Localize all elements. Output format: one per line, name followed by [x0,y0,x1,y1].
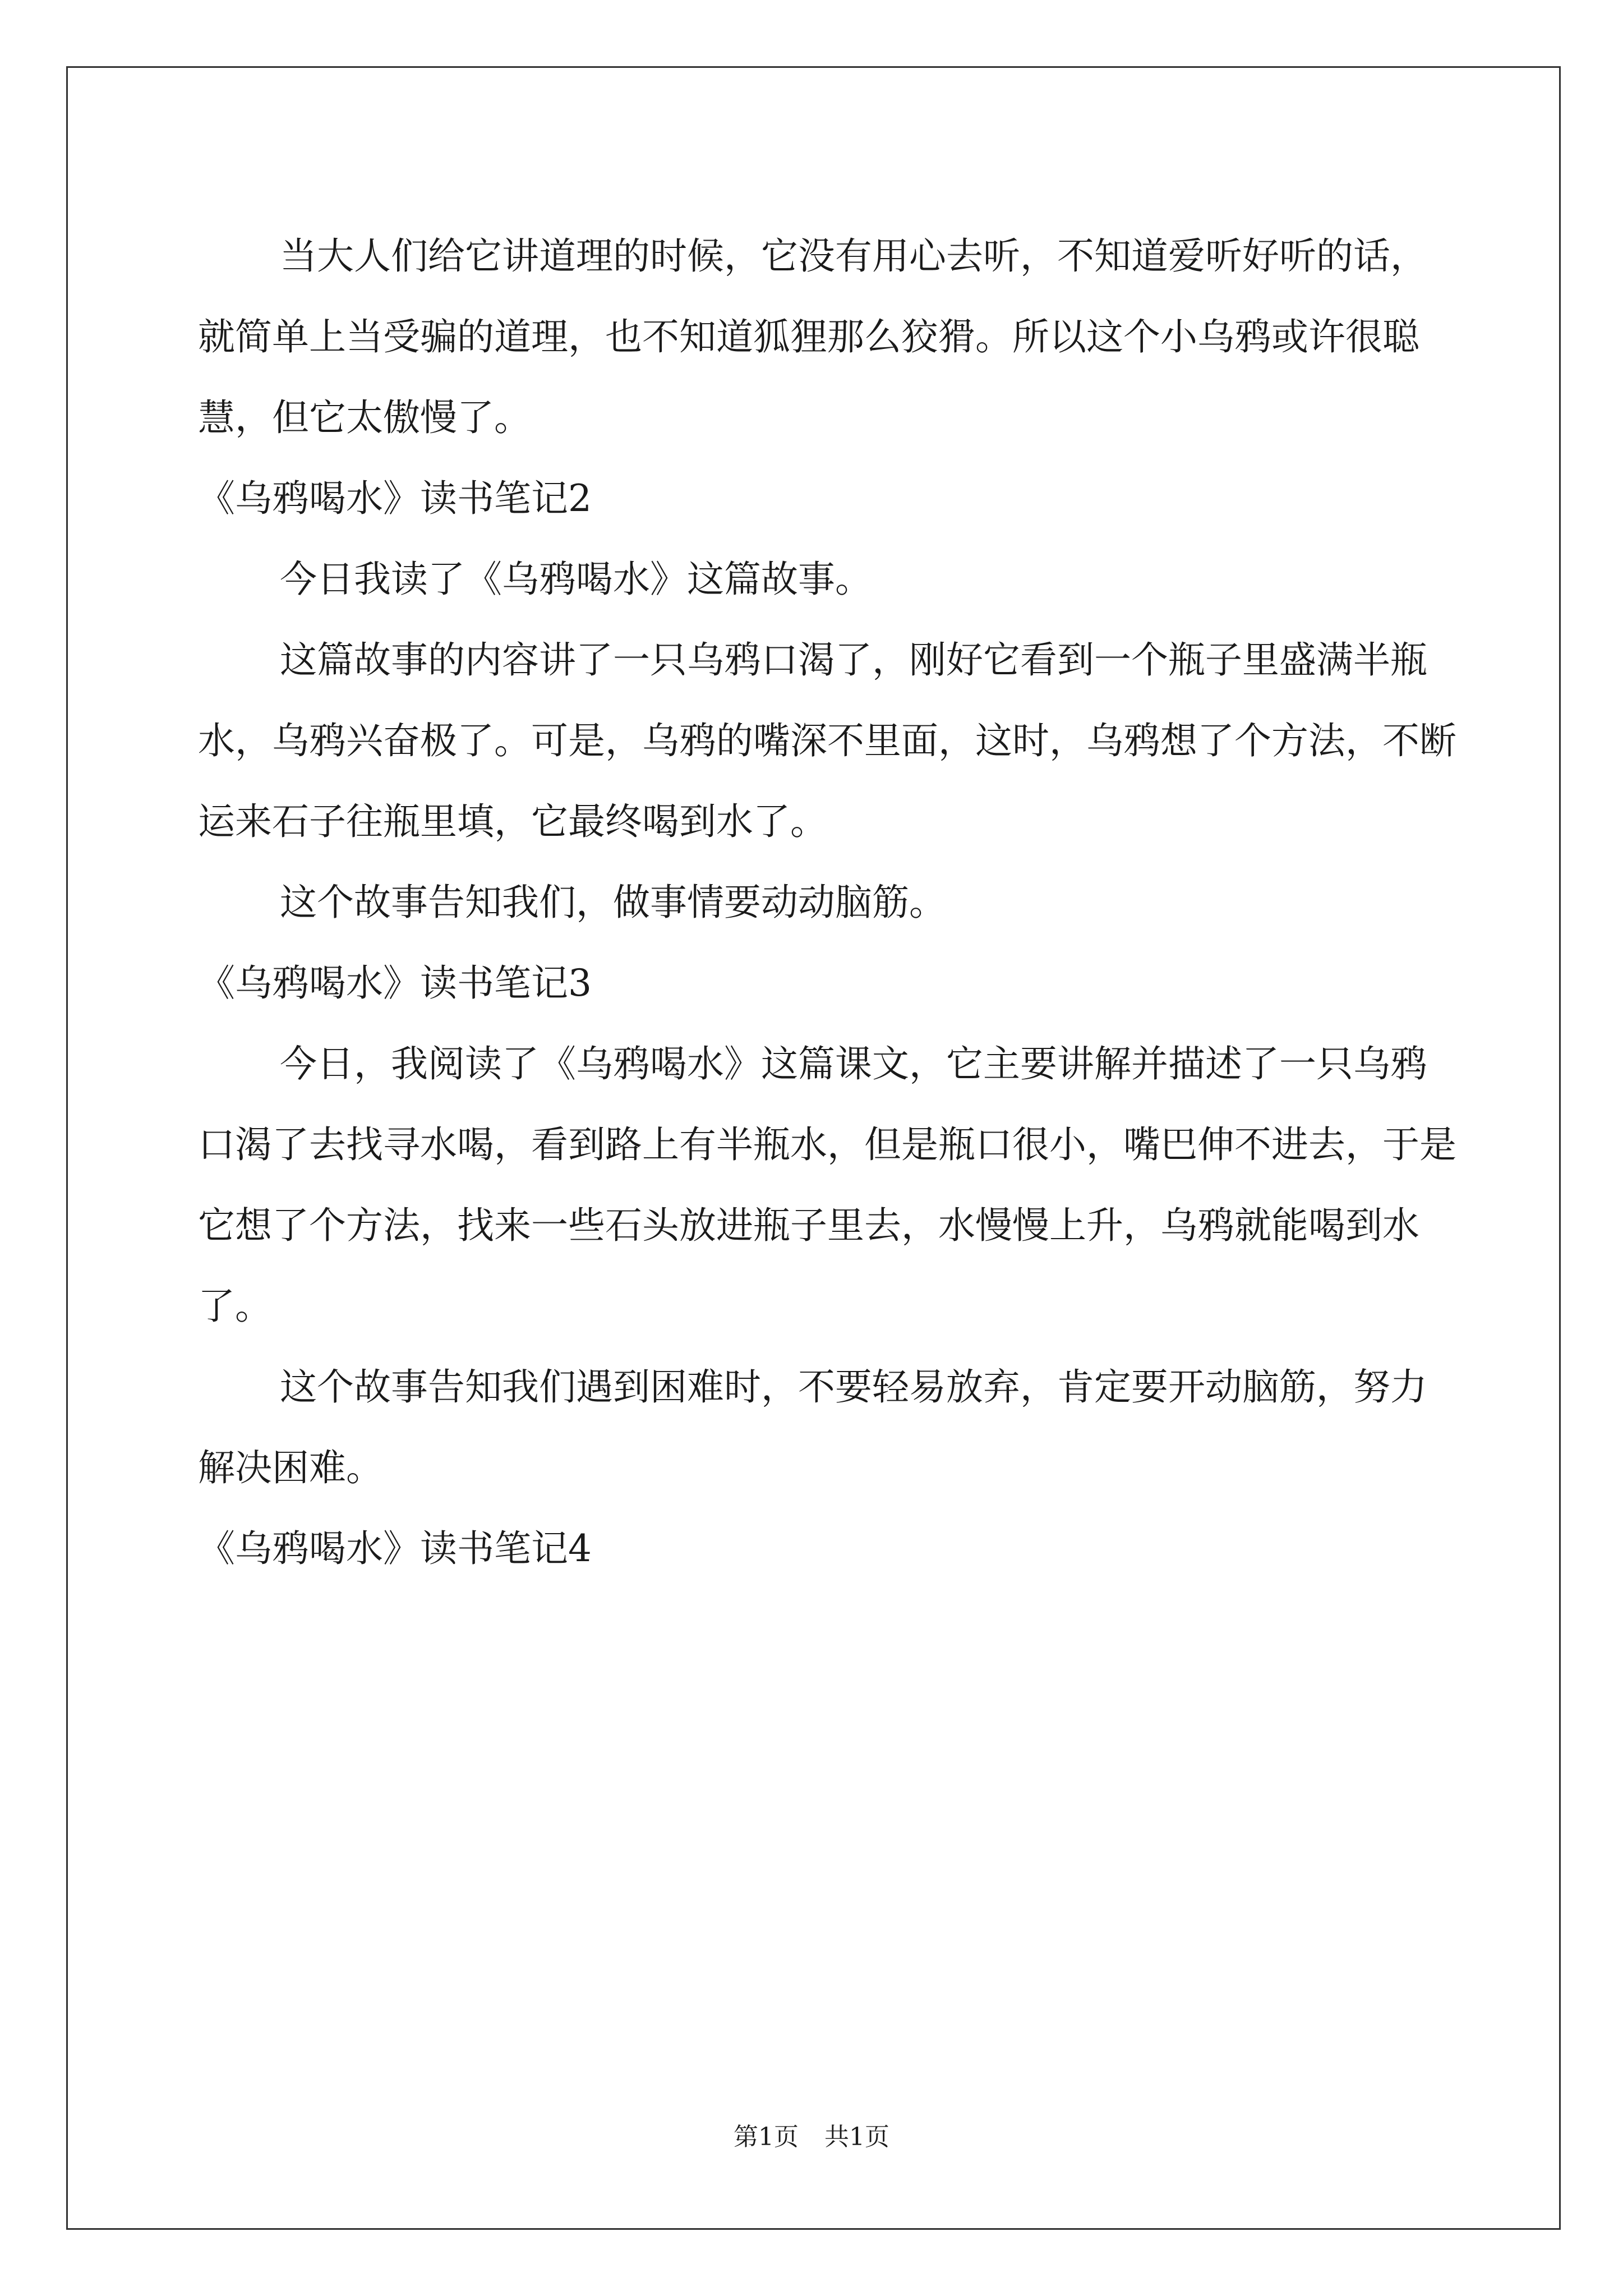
section-heading: 《乌鸦喝水》读书笔记3 [198,961,592,1005]
paragraph: 这个故事告知我们遇到困难时，不要轻易放弃，肯定要开动脑筋，努力解决困难。 [198,1365,1427,1489]
page-total: 共1页 [824,2123,889,2151]
paragraph: 今日我读了《乌鸦喝水》这篇故事。 [280,558,872,601]
paragraph: 这篇故事的内容讲了一只乌鸦口渴了，刚好它看到一个瓶子里盛满半瓶水，乌鸦兴奋极了。可是，乌鸦的嘴深不里面，这时，乌鸦想了个方法，不断运来石子往瓶里填，它最终喝到水了。 [198,638,1456,843]
page-footer [0,2120,1623,2154]
section-heading: 《乌鸦喝水》读书笔记4 [198,1527,592,1570]
section-heading: 《乌鸦喝水》读书笔记2 [198,477,592,520]
paragraph: 今日，我阅读了《乌鸦喝水》这篇课文，它主要讲解并描述了一只乌鸦口渴了去找寻水喝，看到路上有半瓶水，但是瓶口很小，嘴巴伸不进去，于是它想了个方法，找来一些石头放进瓶子里去，水慢慢上升，乌鸦就能喝到水了。 [198,1042,1456,1328]
paragraph: 当大人们给它讲道理的时候，它没有用心去听，不知道爱听好听的话，就简单上当受骗的道理，也不知道狐狸那么狡猾。所以这个小乌鸦或许很聪慧，但它太傲慢了。 [198,234,1427,439]
document-body [198,216,1460,1589]
page-number: 第1页 [734,2123,799,2151]
paragraph: 这个故事告知我们，做事情要动动脑筋。 [280,881,946,924]
